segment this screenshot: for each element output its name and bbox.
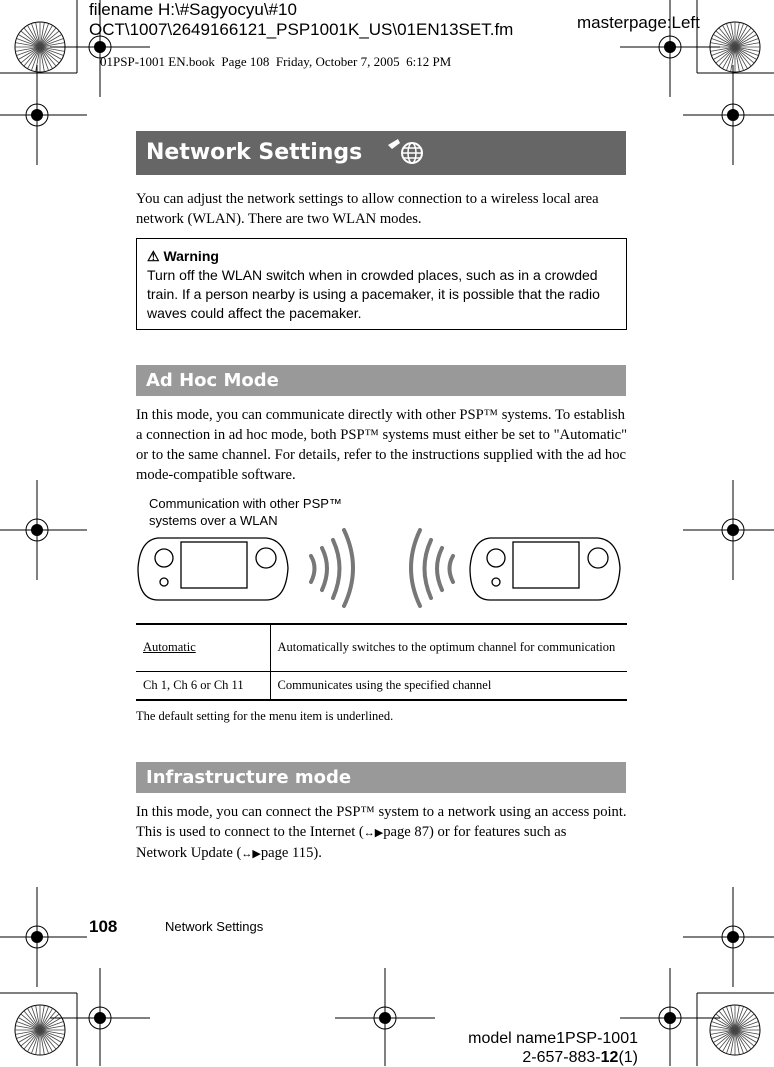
infra-text: ) or for features such as <box>429 824 567 840</box>
warning-text: Turn off the WLAN switch when in crowded places, such as in a crowded train. If a person nearby is using a pacemaker, it is possible that the radio waves could affect the pacemaker. <box>147 267 600 321</box>
illustration-caption <box>149 495 342 529</box>
channel-settings-table <box>136 623 627 701</box>
table-row <box>136 671 627 700</box>
part-number: (1) <box>618 1049 638 1066</box>
infrastructure-heading: Infrastructure mode <box>136 762 626 793</box>
network-settings-icon <box>384 135 428 165</box>
warning-heading: Warning <box>163 248 219 264</box>
caption-line: Communication with other PSP™ <box>149 496 342 511</box>
page-title: Network Settings <box>146 140 363 165</box>
infrastructure-paragraph <box>136 802 631 864</box>
page-ref-arrow-icon: ↔▶ <box>363 827 384 839</box>
warning-icon: ⚠ <box>147 248 160 264</box>
book-info: 01PSP-1001 EN.book Page 108 Friday, October 7, 2005 6:12 PM <box>100 54 452 69</box>
model-info <box>468 1029 638 1067</box>
default-note: The default setting for the menu item is underlined. <box>136 709 394 723</box>
table-row <box>136 624 627 671</box>
setting-cell: Automatic <box>143 640 196 655</box>
ad-hoc-heading: Ad Hoc Mode <box>136 365 626 396</box>
psp-left-icon <box>138 538 288 600</box>
page-reference-link[interactable]: page 115 <box>260 845 314 861</box>
caption-line: systems over a WLAN <box>149 513 278 528</box>
setting-cell: Ch 1, Ch 6 or Ch 11 <box>136 671 270 700</box>
masterpage-mark: masterpage:Left <box>577 13 700 32</box>
wireless-waves-icon <box>311 530 453 606</box>
filename-line: filename H:\#Sagyocyu\#10 <box>89 0 297 19</box>
page-reference-link[interactable]: page 87 <box>383 824 430 840</box>
warning-box <box>136 238 627 330</box>
psp-right-icon <box>470 538 620 600</box>
description-cell: Communicates using the specified channel <box>270 671 627 700</box>
page-number: 108 <box>89 917 118 936</box>
ad-hoc-paragraph: In this mode, you can communicate directly with other PSP™ systems. To establish a connection in ad hoc mode, both PSP™ systems must either be set to "Automatic" or to the same channel. For details, refer to the instructions supplied with the ad hoc mode-compatible software. <box>136 407 628 483</box>
infra-line: In this mode, you can connect the PSP™ system to a network using an access point. <box>136 804 627 820</box>
filename-mark <box>89 0 513 40</box>
part-number-bold: 12 <box>600 1049 619 1066</box>
psp-communication-illustration <box>136 528 626 610</box>
model-name: model name1PSP-1001 <box>468 1030 638 1047</box>
page-ref-arrow-icon: ↔▶ <box>241 848 261 860</box>
description-cell: Automatically switches to the optimum channel for communication <box>277 640 616 655</box>
footer-section: Network Settings <box>165 919 264 934</box>
filename-line: OCT\1007\2649166121_PSP1001K_US\01EN13SET.fm <box>89 20 514 39</box>
infra-text: This is used to connect to the Internet ( <box>136 824 364 840</box>
part-number: 2-657-883- <box>522 1049 601 1066</box>
page-title-bar <box>136 131 626 175</box>
intro-paragraph: You can adjust the network settings to allow connection to a wireless local area network (WLAN). There are two WLAN modes. <box>136 191 599 227</box>
infra-text: ). <box>313 845 322 861</box>
infra-text: Network Update ( <box>136 845 242 861</box>
